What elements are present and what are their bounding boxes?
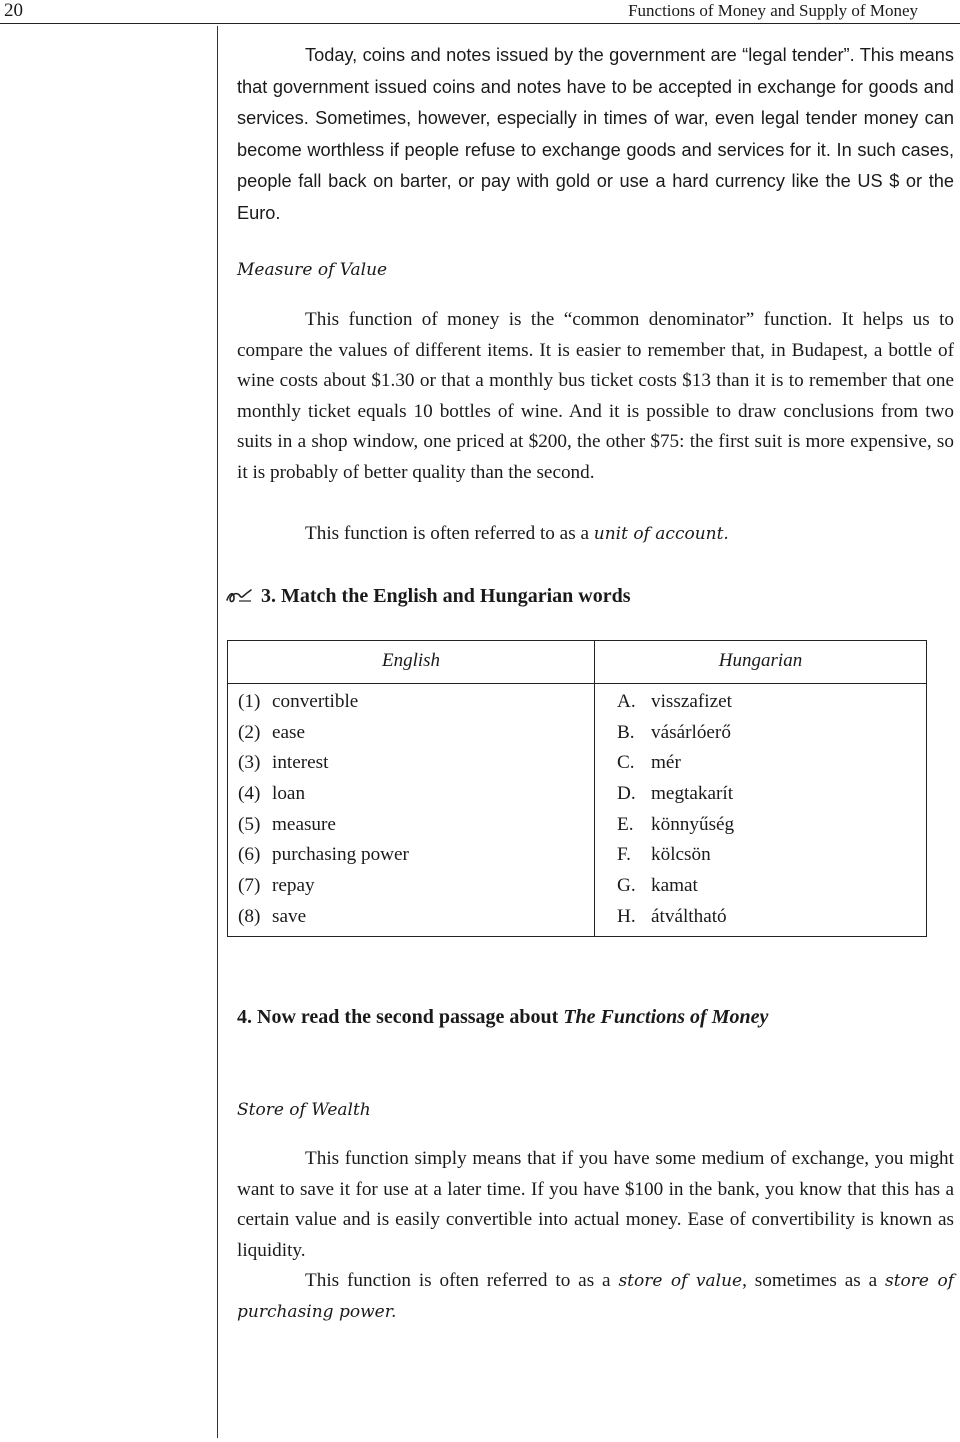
task-3-title: 3. Match the English and Hungarian words bbox=[261, 585, 631, 607]
hungarian-column-header: Hungarian bbox=[595, 641, 926, 684]
english-number: (6) bbox=[238, 844, 261, 866]
section-heading-measure-of-value: Measure of Value bbox=[237, 260, 388, 280]
paragraph-liquidity: This function simply means that if you have some medium of exchange, you might want to save it for use at a later time. If you have $100 in the bank, you know that this has a certain value and is easily convertible into actual money. Ease of convertibility is known as liquidity. bbox=[237, 1148, 954, 1261]
store-of-value-prefix: This function is often referred to as a bbox=[305, 1270, 619, 1291]
hungarian-letter: G. bbox=[617, 875, 636, 897]
writing-hand-icon bbox=[225, 587, 253, 605]
english-number: (7) bbox=[238, 875, 261, 897]
hungarian-letter: A. bbox=[617, 691, 636, 712]
store-of-value-middle: , sometimes as a bbox=[742, 1270, 885, 1291]
english-row bbox=[238, 810, 594, 841]
hungarian-row bbox=[617, 840, 926, 871]
task-4-heading bbox=[237, 1002, 768, 1033]
unit-of-account-term: unit of account. bbox=[593, 524, 729, 544]
hungarian-word: könnyűség bbox=[651, 813, 735, 835]
english-row bbox=[238, 779, 594, 810]
english-word: loan bbox=[272, 783, 306, 805]
matching-table bbox=[227, 640, 927, 937]
hungarian-row bbox=[617, 810, 926, 841]
hungarian-letter: E. bbox=[617, 813, 634, 835]
english-row bbox=[238, 871, 594, 902]
english-number: (5) bbox=[238, 813, 261, 835]
english-column-header: English bbox=[228, 641, 594, 684]
english-word: interest bbox=[272, 752, 329, 774]
english-number: (4) bbox=[238, 783, 261, 805]
hungarian-row bbox=[617, 687, 926, 718]
task-4-prefix: 4. Now read the second passage about bbox=[237, 1006, 564, 1028]
page-number: 20 bbox=[4, 0, 23, 21]
margin-rule bbox=[217, 26, 218, 1438]
english-row bbox=[238, 902, 594, 933]
hungarian-row bbox=[617, 748, 926, 779]
english-row bbox=[238, 687, 594, 718]
english-word-list bbox=[228, 684, 594, 933]
english-number: (2) bbox=[238, 721, 261, 743]
unit-of-account-prefix: This function is often referred to as a bbox=[305, 523, 594, 544]
section-heading-store-of-wealth: Store of Wealth bbox=[237, 1100, 371, 1120]
hungarian-letter: F. bbox=[617, 844, 631, 866]
english-word: ease bbox=[272, 721, 306, 743]
paragraph-common-denominator: This function of money is the “common denominator” function. It helps us to compare the values of different items. It is easier to remember that, in Budapest, a bottle of wine costs about $1.30 or that a monthly bus ticket costs $13 than it is to remember that one monthly ticket equals 10 bottles of wine. And it is possible to draw conclusions from two suits in a shop window, one priced at $200, the other $75: the first suit is more expensive, so it is probably of better quality than the second. bbox=[237, 309, 954, 483]
english-column bbox=[228, 641, 595, 936]
hungarian-letter: D. bbox=[617, 783, 636, 805]
hungarian-column bbox=[595, 641, 926, 936]
store-of-value-term: store of value bbox=[618, 1271, 743, 1291]
paragraph-store-of-value bbox=[237, 1266, 954, 1327]
task-3-heading bbox=[225, 581, 631, 612]
hungarian-letter: C. bbox=[617, 752, 635, 774]
hungarian-row bbox=[617, 779, 926, 810]
hungarian-word-list bbox=[595, 684, 926, 933]
hungarian-word: kölcsön bbox=[651, 844, 711, 866]
hungarian-row bbox=[617, 718, 926, 749]
hungarian-word: mér bbox=[651, 752, 681, 774]
english-word: measure bbox=[272, 813, 336, 835]
english-word: purchasing power bbox=[272, 844, 409, 866]
paragraph-legal-tender bbox=[237, 40, 954, 230]
paragraph-legal-tender-text-a: Today, coins and notes issued by the government are “legal tender”. This means that government issued coins and notes have to be accepted in exchange for goods and services. Sometimes, however, especially in times of war, even legal tender money can become worthless if people refuse to exchange goods and services for it. bbox=[237, 45, 954, 160]
english-row bbox=[238, 840, 594, 871]
running-title: Functions of Money and Supply of Money bbox=[628, 1, 918, 20]
english-number: (8) bbox=[238, 905, 261, 927]
paragraph-unit-of-account bbox=[237, 519, 954, 550]
hungarian-word: kamat bbox=[651, 875, 698, 897]
hungarian-letter: B. bbox=[617, 721, 635, 743]
hungarian-row bbox=[617, 871, 926, 902]
english-word: convertible bbox=[272, 691, 359, 712]
english-word: save bbox=[272, 905, 307, 927]
hungarian-word: visszafizet bbox=[651, 691, 732, 712]
hungarian-word: átváltható bbox=[651, 905, 727, 927]
task-4-title: The Functions of Money bbox=[563, 1006, 769, 1028]
store-of-purchasing-power-term: store of purchasing power. bbox=[237, 1271, 954, 1322]
english-row bbox=[238, 748, 594, 779]
hungarian-word: vásárlóerő bbox=[651, 721, 731, 743]
english-number: (1) bbox=[238, 691, 261, 712]
hungarian-row bbox=[617, 902, 926, 933]
hungarian-letter: H. bbox=[617, 905, 636, 927]
page-header bbox=[0, 0, 960, 24]
english-row bbox=[238, 718, 594, 749]
english-word: repay bbox=[272, 875, 315, 897]
english-number: (3) bbox=[238, 752, 261, 774]
hungarian-word: megtakarít bbox=[651, 783, 734, 805]
paragraph-legal-tender-text-b: In such cases, people fall back on barter, or pay with gold or use a hard currency like the US $ or the Euro. bbox=[237, 139, 954, 223]
